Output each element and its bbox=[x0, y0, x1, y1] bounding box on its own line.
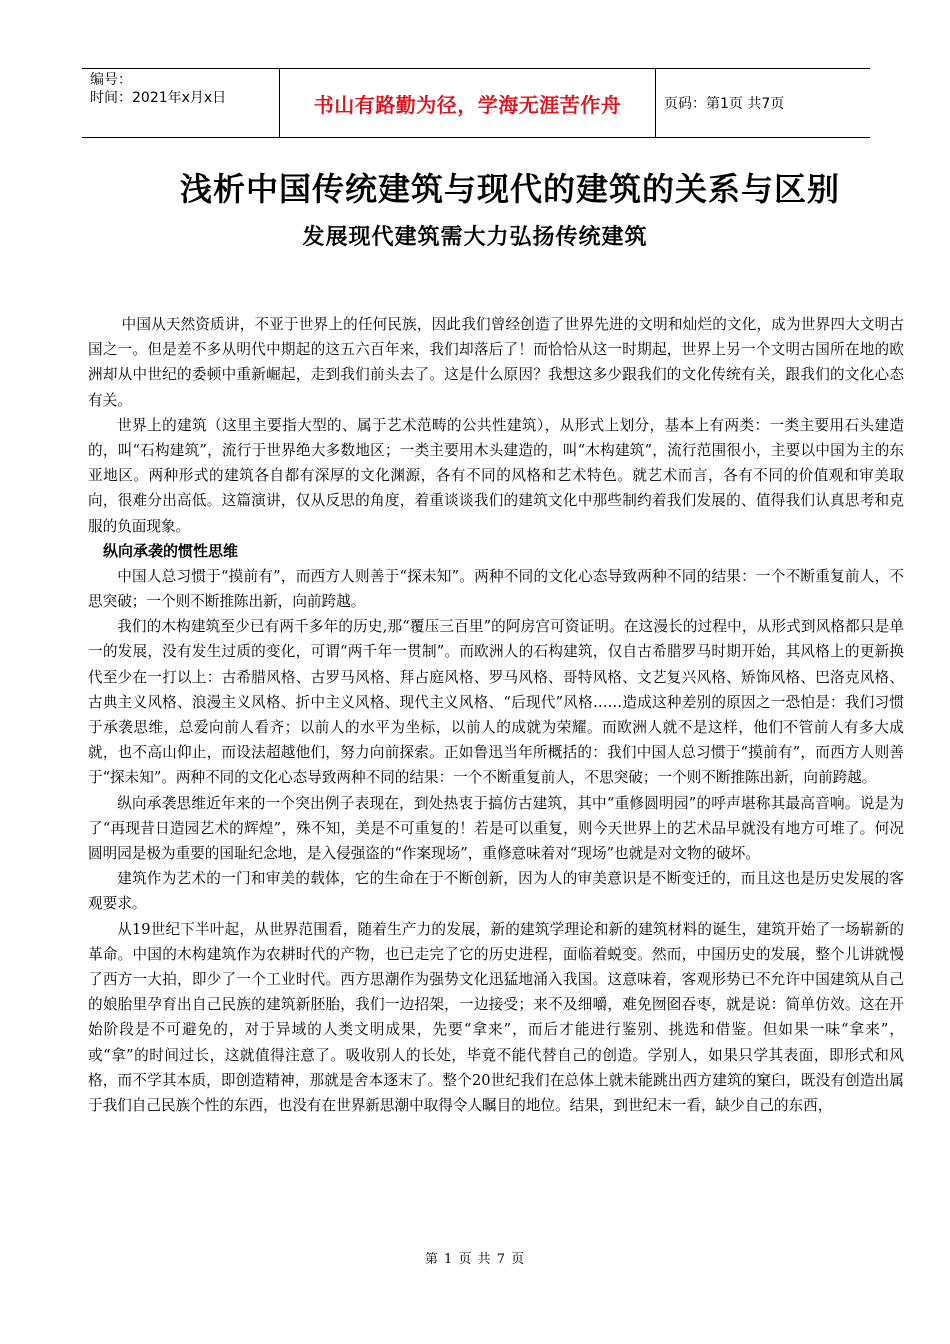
document-time-label: 时间：2021年x月x日 bbox=[90, 90, 227, 106]
section-heading: 纵向承袭的惯性思维 bbox=[103, 541, 239, 560]
page-footer: 第 1 页 共 7 页 bbox=[424, 1252, 526, 1267]
document-title: 浅析中国传统建筑与现代的建筑的关系与区别 bbox=[179, 170, 840, 208]
section-paragraph: 中国人总习惯于“摸前有”，而西方人则善于“探未知”。两种不同的文化心态导致两种不同的结果：一个不断重复前人，不思突破；一个则不断推陈出新，向前跨越。 bbox=[88, 567, 904, 611]
section-paragraph: 我们的木构建筑至少已有两千多年的历史,那“覆压三百里”的阿房宫可资证明。在这漫长的过程中，从形式到风格都只是单一的发展，没有发生过质的变化，可谓“两千年一贯制”。而欧洲人的石构建筑，仅自古希腊罗马时期开始，其风格上的更新换代至少在一打以上：古希腊风格、古罗马风格、拜占庭风格、罗马风格、哥特风格、文艺复兴风格、矫饰风格、巴洛克风格、古典主义风格、浪漫主义风格、折中主义风格、现代主义风格、“后现代”风格……造成这种差别的原因之一恐怕是：我们习惯于承袭思维，总爱向前人看齐；以前人的水平为坐标，以前人的成就为荣耀。而欧洲人就不是这样，他们不管前人有多大成就，也不高山仰止，而设法超越他们，努力向前探索。正如鲁迅当年所概括的：我们中国人总习惯于“摸前有”，而西方人则善于“探未知”。两种不同的文化心态导致两种不同的结果：一个不断重复前人，不思突破；一个则不断推陈出新，向前跨越。 bbox=[88, 618, 904, 787]
header-meta-cell bbox=[82, 69, 280, 137]
header-page-info: 页码：第1页 共7页 bbox=[664, 96, 785, 112]
header-page-cell bbox=[656, 69, 870, 137]
section-paragraph: 从19世纪下半叶起，从世界范围看，随着生产力的发展，新的建筑学理论和新的建筑材料的诞生，建筑开始了一场崭新的革命。中国的木构建筑作为农耕时代的产物，也已走完了它的历史进程，面临着蜕变。然而，中国历史的发展，整个儿讲就慢了西方一大拍，即少了一个工业时代。西方思潮作为强势文化迅猛地涌入我国。这意味着，客观形势已不允许中国建筑从自己的娘胎里孕育出自己民族的建筑新胚胎，我们一边招架，一边接受；来不及细嚼，难免囫囵吞枣，就是说：简单仿效。这在开始阶段是不可避免的，对于异域的人类文明成果，先要“拿来”，而后才能进行鉴别、挑选和借鉴。但如果一味“拿来”，或“拿”的时间过长，这就值得注意了。吸收别人的长处，毕竟不能代替自己的创造。学别人，如果只学其表面，即形式和风格，而不学其本质，即创造精神，那就是舍本逐末了。整个20世纪我们在总体上就未能跳出西方建筑的窠臼，既没有创造出属于我们自己民族个性的东西，也没有在世界新思潮中取得令人瞩目的地位。结果，到世纪末一看，缺少自己的东西， bbox=[88, 920, 904, 1115]
section-paragraph: 建筑作为艺术的一门和审美的载体，它的生命在于不断创新，因为人的审美意识是不断变迁的，而且这也是历史发展的客观要求。 bbox=[88, 870, 904, 913]
header-motto-cell bbox=[280, 69, 656, 137]
page-header bbox=[82, 68, 870, 138]
document-number-label: 编号： bbox=[90, 72, 132, 88]
document-subtitle: 发展现代建筑需大力弘扬传统建筑 bbox=[302, 225, 648, 250]
body-paragraph: 世界上的建筑（这里主要指大型的、属于艺术范畴的公共性建筑），从形式上划分，基本上有两类：一类主要用石头建造的，叫“石构建筑”，流行于世界绝大多数地区；一类主要用木头建造的，叫“木构建筑”，流行范围很小，主要以中国为主的东亚地区。两种形式的建筑各自都有深厚的文化渊源，各有不同的风格和艺术特色。就艺术而言，各有不同的价值观和审美取向，很难分出高低。这篇演讲，仅从反思的角度，着重谈谈我们的建筑文化中那些制约着我们发展的、值得我们认真思考和克服的负面现象。 bbox=[88, 416, 904, 535]
header-motto: 书山有路勤为径，学海无涯苦作舟 bbox=[313, 92, 622, 117]
section-paragraph: 纵向承袭思维近年来的一个突出例子表现在，到处热衷于搞仿古建筑，其中“重修圆明园”的呼声堪称其最高音响。说是为了“再现昔日造园艺术的辉煌”，殊不知，美是不可重复的！若是可以重复，则今天世界上的艺术品早就没有地方可堆了。何况圆明园是极为重要的国耻纪念地，是入侵强盗的“作案现场”，重修意味着对“现场”也就是对文物的破坏。 bbox=[88, 794, 904, 863]
body-paragraph: 中国从天然资质讲，不亚于世界上的任何民族，因此我们曾经创造了世界先进的文明和灿烂的文化，成为世界四大文明古国之一。但是差不多从明代中期起的这五六百年来，我们却落后了！而恰恰从这一时期起，世界上另一个文明古国所在地的欧洲却从中世纪的委顿中重新崛起，走到我们前头去了。这是什么原因？我想这多少跟我们的文化传统有关，跟我们的文化心态有关。 bbox=[88, 316, 904, 409]
document-body bbox=[88, 312, 904, 1118]
